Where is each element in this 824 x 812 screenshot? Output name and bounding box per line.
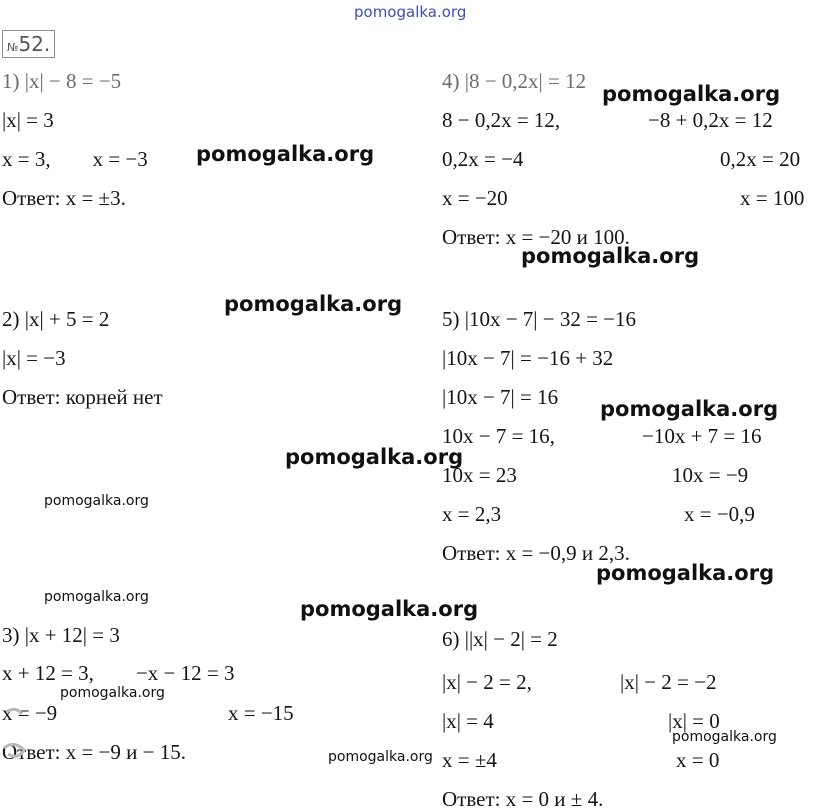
watermark: pomogalka.org <box>602 82 781 106</box>
task-5-step-3a: 10x − 7 = 16, <box>442 424 555 448</box>
task-2-answer: Ответ: корней нет <box>2 385 163 409</box>
smudge-mark <box>2 704 30 762</box>
task-5-step-4a: 10x = 23 <box>442 463 517 487</box>
task-3-step-2a: x = −9 <box>2 701 58 725</box>
task-5-step-3b: −10x + 7 = 16 <box>642 424 762 448</box>
exercise-number-badge <box>2 30 55 58</box>
task-3-statement: 3) |x + 12| = 3 <box>2 623 120 647</box>
watermark-small: pomogalka.org <box>44 493 149 509</box>
task-5-statement: 5) |10x − 7| − 32 = −16 <box>442 307 637 331</box>
task-3-step-2b: x = −15 <box>228 701 294 725</box>
task-6-step-1b: |x| − 2 = −2 <box>620 670 717 694</box>
task-6-step-3a: x = ±4 <box>442 748 497 772</box>
task-4-step-1a: 8 − 0,2x = 12, <box>442 108 561 132</box>
task-4-statement: 4) |8 − 0,2x| = 12 <box>442 69 587 93</box>
watermark: pomogalka.org <box>596 561 775 585</box>
watermark-small: pomogalka.org <box>44 589 149 605</box>
task-6-answer: Ответ: x = 0 и ± 4. <box>442 787 604 811</box>
watermark: pomogalka.org <box>224 292 403 316</box>
watermark: pomogalka.org <box>196 142 375 166</box>
task-5-step-2: |10x − 7| = 16 <box>442 385 559 409</box>
task-6-step-2b: |x| = 0 <box>668 709 720 733</box>
task-5-step-5a: x = 2,3 <box>442 502 502 526</box>
task-2-statement: 2) |x| + 5 = 2 <box>2 307 110 331</box>
task-6-statement: 6) ||x| − 2| = 2 <box>442 627 558 651</box>
task-1-step-1: |x| = 3 <box>2 108 54 132</box>
watermark: pomogalka.org <box>300 597 479 621</box>
task-6-step-3b: x = 0 <box>676 748 720 772</box>
task-3-answer: Ответ: x = −9 и − 15. <box>2 740 186 764</box>
task-3-step-1: x + 12 = 3, −x − 12 = 3 <box>2 661 235 685</box>
exercise-number: 52. <box>18 32 51 56</box>
task-5-step-5b: x = −0,9 <box>684 502 755 526</box>
watermark: pomogalka.org <box>285 445 464 469</box>
task-6-step-2a: |x| = 4 <box>442 709 494 733</box>
site-watermark-top: pomogalka.org <box>354 3 467 21</box>
task-5-step-4b: 10x = −9 <box>672 463 749 487</box>
watermark: pomogalka.org <box>521 244 700 268</box>
task-4-step-3a: x = −20 <box>442 186 508 210</box>
task-5-answer: Ответ: x = −0,9 и 2,3. <box>442 541 630 565</box>
task-5-step-1: |10x − 7| = −16 + 32 <box>442 346 614 370</box>
watermark-small: pomogalka.org <box>328 749 433 765</box>
task-4-step-1b: −8 + 0,2x = 12 <box>648 108 773 132</box>
task-1-answer: Ответ: x = ±3. <box>2 186 126 210</box>
watermark: pomogalka.org <box>600 397 779 421</box>
task-4-step-3b: x = 100 <box>740 186 805 210</box>
task-4-step-2a: 0,2x = −4 <box>442 147 524 171</box>
watermark-small: pomogalka.org <box>60 685 165 701</box>
number-sign: № <box>7 41 19 54</box>
task-4-step-2b: 0,2x = 20 <box>720 147 801 171</box>
task-1-statement: 1) |x| − 8 = −5 <box>2 69 122 93</box>
task-2-step-1: |x| = −3 <box>2 346 66 370</box>
watermark-small: pomogalka.org <box>672 729 777 745</box>
task-6-step-1a: |x| − 2 = 2, <box>442 670 532 694</box>
task-4-answer: Ответ: x = −20 и 100. <box>442 225 630 249</box>
task-1-step-2: x = 3, x = −3 <box>2 147 148 171</box>
